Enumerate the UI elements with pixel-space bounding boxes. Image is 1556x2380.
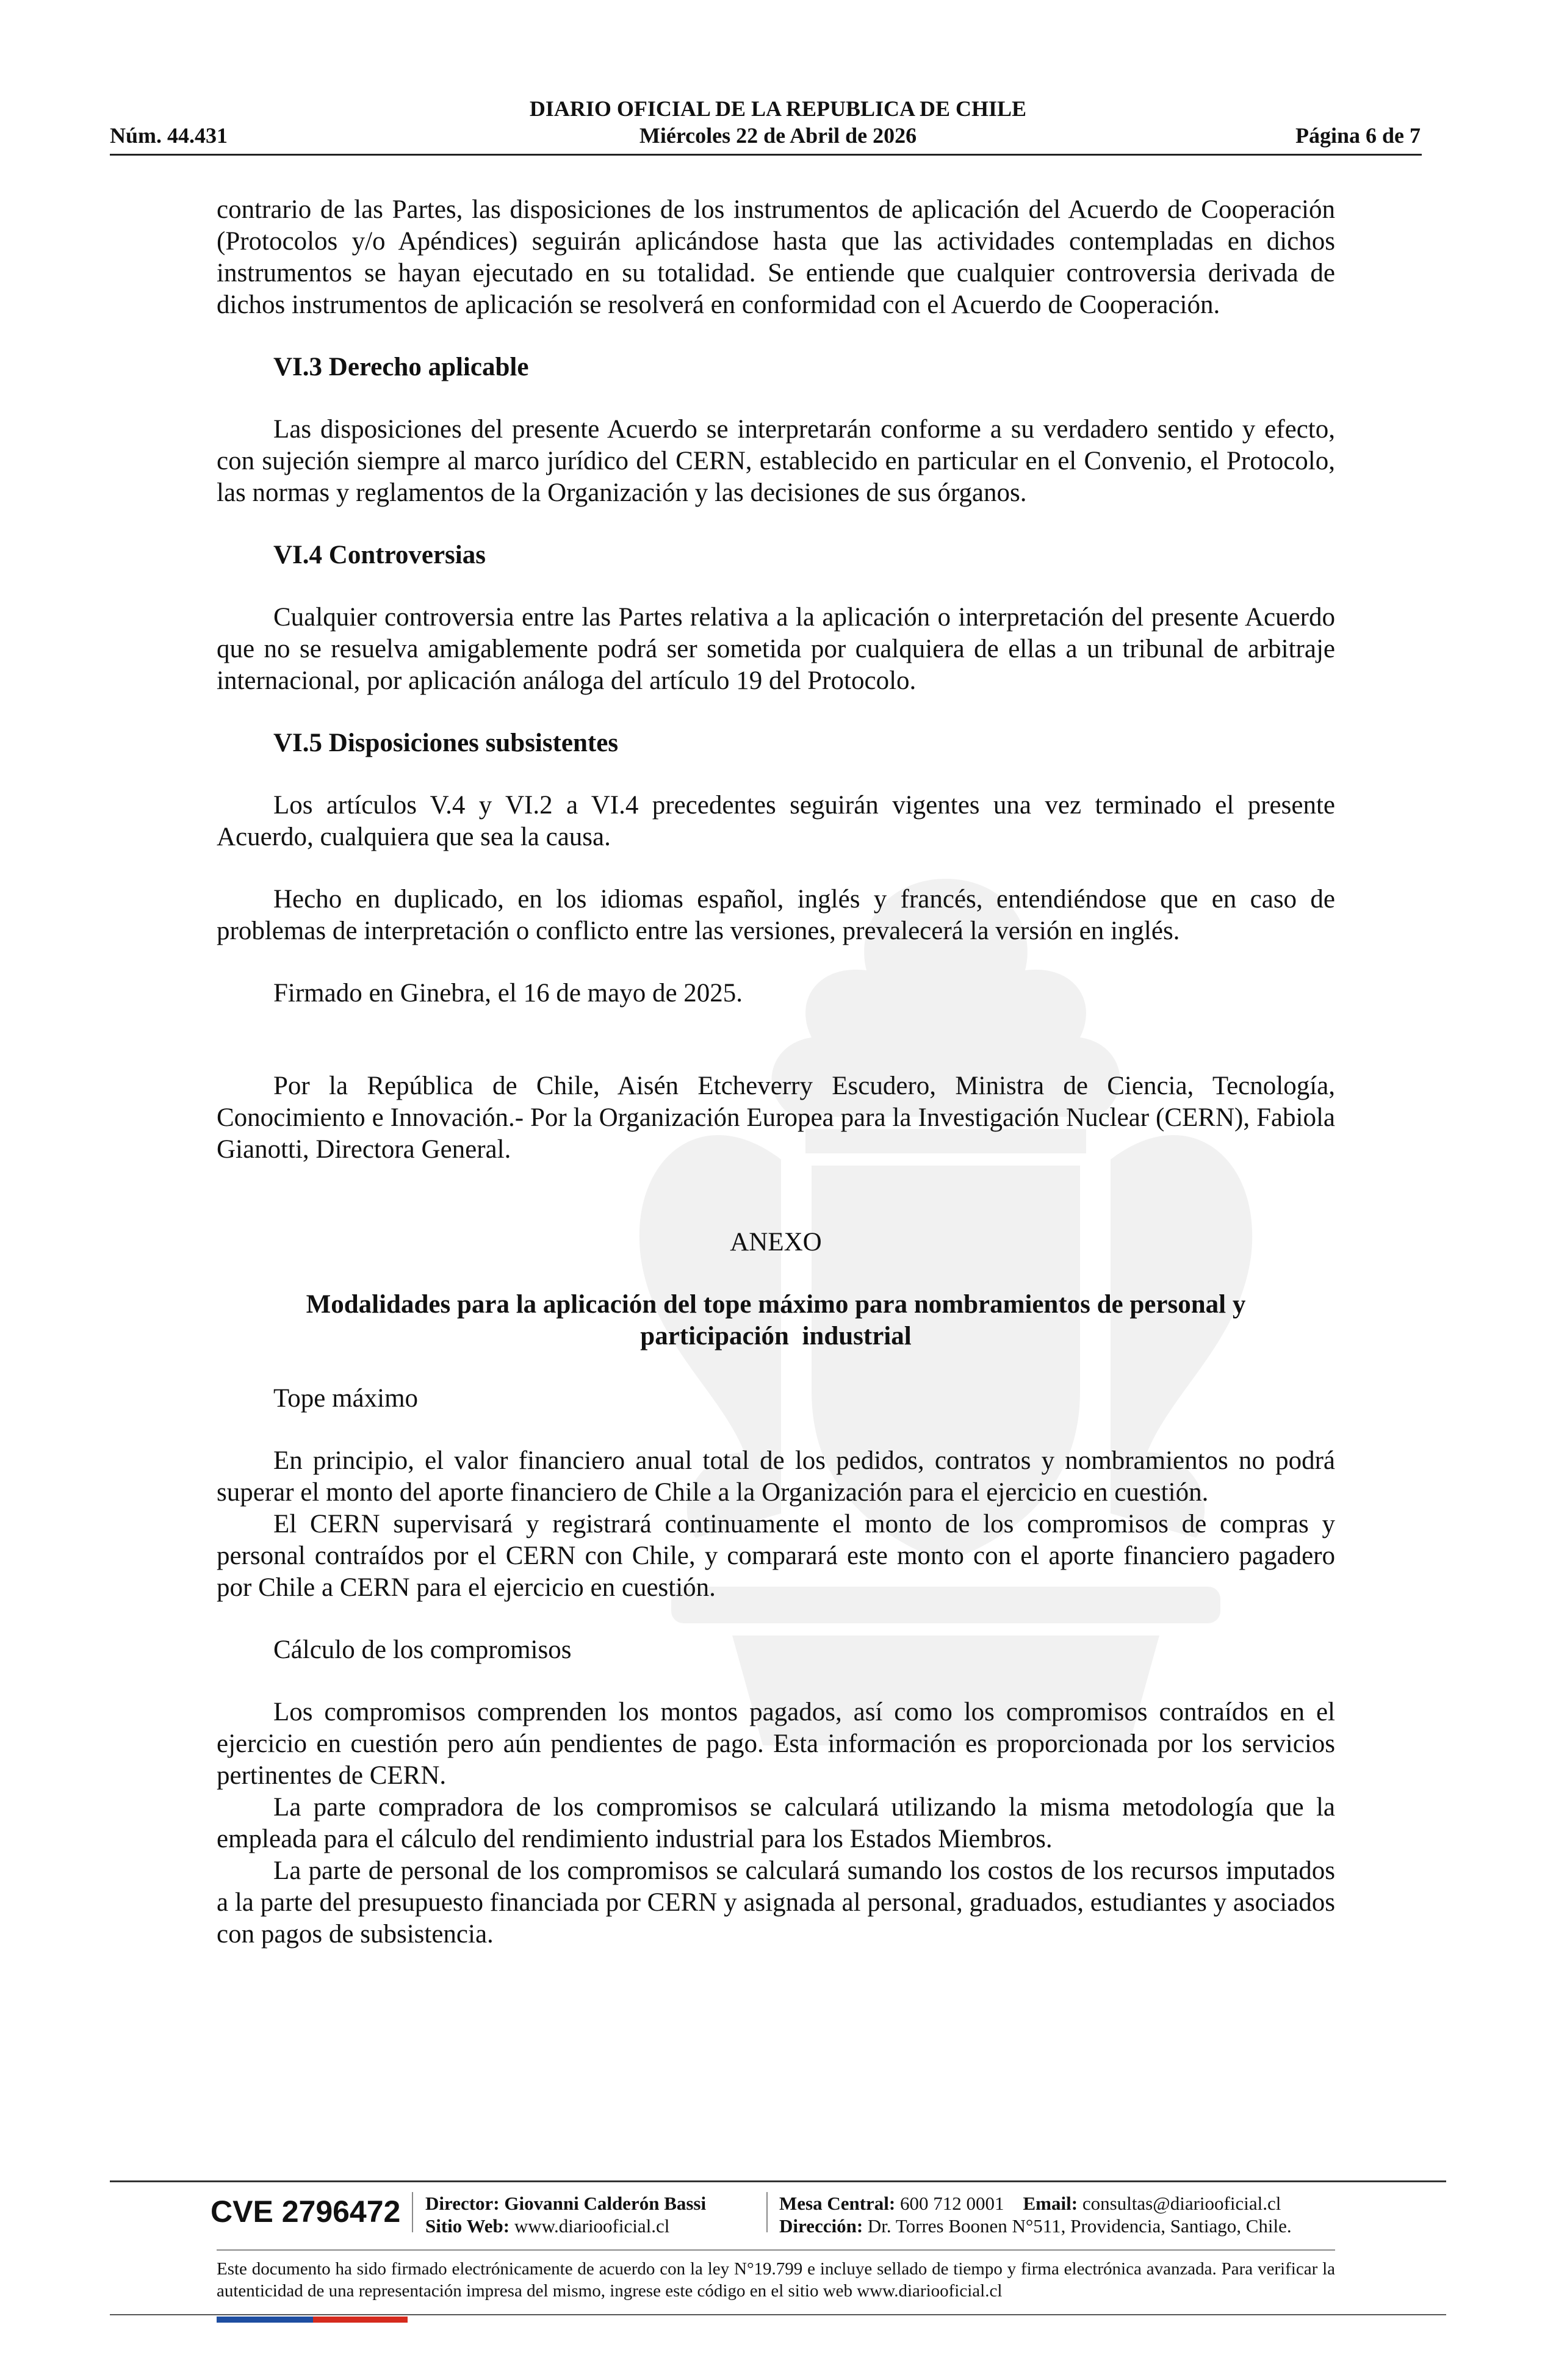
paragraph-tope-2: El CERN supervisará y registrará continuamente el monto de los compromisos de compras y personal contraídos por el CERN con Chile, y comparará este monto con el aporte financiero pagadero por Chile a CERN para el ejercicio en cuestión.	[217, 1510, 1335, 1602]
paragraph-signatories: Por la República de Chile, Aisén Etcheverry Escudero, Ministra de Ciencia, Tecnología, Conocimiento e Innovación.- Por la Organización Europea para la Investigación Nuclear (CERN), Fabiola Gianotti, Directora General.	[217, 1072, 1335, 1164]
section-heading-vi4: VI.4 Controversias	[273, 541, 486, 569]
footer-contact-block	[779, 2192, 1292, 2237]
header-divider	[110, 154, 1422, 156]
flag-stripe-red	[313, 2317, 408, 2323]
paragraph-firmado: Firmado en Ginebra, el 16 de mayo de 2025.	[273, 979, 743, 1008]
issue-date: Miércoles 22 de Abril de 2026	[639, 123, 917, 148]
paragraph-tope-1: En principio, el valor financiero anual total de los pedidos, contratos y nombramientos no podrá superar el monto del aporte financiero de Chile a la Organización para el ejercicio en cuestión.	[217, 1446, 1335, 1507]
section-heading-vi3: VI.3 Derecho aplicable	[273, 353, 529, 381]
director-label: Director:	[425, 2193, 500, 2214]
newspaper-title: DIARIO OFICIAL DE LA REPUBLICA DE CHILE	[529, 96, 1027, 121]
legal-notice: Este documento ha sido firmado electrónicamente de acuerdo con la ley N°19.799 e incluye sellado de tiempo y firma electrónica avanzada. Para verificar la autenticidad de una representación impresa del mismo, ingrese este código en el sitio web www.diariooficial.cl	[217, 2259, 1335, 2301]
annex-title-line-2: participación industrial	[640, 1322, 912, 1350]
page-indicator: Página 6 de 7	[1295, 123, 1421, 148]
mesa-central-label: Mesa Central:	[779, 2193, 896, 2214]
email-link[interactable]: consultas@diariooficial.cl	[1082, 2193, 1281, 2214]
footer-director-block	[425, 2192, 706, 2237]
cve-code: CVE 2796472	[211, 2194, 401, 2229]
email-label: Email:	[1023, 2193, 1078, 2214]
footer-separator-2	[766, 2192, 768, 2232]
paragraph-vi3: Las disposiciones del presente Acuerdo se interpretarán conforme a su verdadero sentido y efecto, con sujeción siempre al marco jurídico del CERN, establecido en particular en el Convenio, el Protocolo, las normas y reglamentos de la Organización y las decisiones de sus órganos.	[217, 415, 1335, 507]
annex-title-line-1: Modalidades para la aplicación del tope máximo para nombramientos de personal y	[306, 1290, 1246, 1319]
paragraph-calculo-3: La parte de personal de los compromisos se calculará sumando los costos de los recursos imputados a la parte del presupuesto financiada por CERN y asignada al personal, graduados, estudiantes y asociados con pagos de subsistencia.	[217, 1856, 1335, 1949]
paragraph-vi5: Los artículos V.4 y VI.2 a VI.4 precedentes seguirán vigentes una vez terminado el presente Acuerdo, cualquiera que sea la causa.	[217, 791, 1335, 851]
director-name: Giovanni Calderón Bassi	[504, 2193, 707, 2214]
paragraph-intro: contrario de las Partes, las disposiciones de los instrumentos de aplicación del Acuerdo de Cooperación (Protocolos y/o Apéndices) seguirán aplicándose hasta que las actividades contempladas en dichos instrumentos se hayan ejecutado en su totalidad. Se entiende que cualquier controversia derivada de dichos instrumentos de aplicación se resolverá en conformidad con el Acuerdo de Cooperación.	[217, 195, 1335, 319]
flag-stripe-blue	[217, 2317, 313, 2323]
mesa-central-value: 600 712 0001	[900, 2193, 1004, 2214]
paragraph-calculo-1: Los compromisos comprenden los montos pagados, así como los compromisos contraídos en el ejercicio en cuestión pero aún pendientes de pago. Esta información es proporcionada por los servicios pertinentes de CERN.	[217, 1698, 1335, 1790]
paragraph-vi4: Cualquier controversia entre las Partes relativa a la aplicación o interpretación del presente Acuerdo que no se resuelva amigablemente podrá ser sometida por cualquiera de ellas a un tribunal de arbitraje internacional, por aplicación análoga del artículo 19 del Protocolo.	[217, 603, 1335, 695]
subheading-calculo: Cálculo de los compromisos	[273, 1635, 572, 1664]
address-label: Dirección:	[779, 2215, 863, 2237]
paragraph-calculo-2: La parte compradora de los compromisos se calculará utilizando la misma metodología que la empleada para el cálculo del rendimiento industrial para los Estados Miembros.	[217, 1793, 1335, 1853]
footer-divider-mid	[217, 2249, 1335, 2251]
address-value: Dr. Torres Boonen N°511, Providencia, Santiago, Chile.	[867, 2215, 1292, 2237]
annex-label: ANEXO	[730, 1228, 822, 1257]
footer-divider-top	[110, 2180, 1446, 2182]
paragraph-hecho: Hecho en duplicado, en los idiomas español, inglés y francés, entendiéndose que en caso de problemas de interpretación o conflicto entre las versiones, prevalecerá la versión en inglés.	[217, 885, 1335, 945]
footer-divider-bottom	[110, 2314, 1446, 2315]
issue-number: Núm. 44.431	[110, 123, 228, 148]
document-body	[217, 194, 1335, 1950]
website-label: Sitio Web:	[425, 2215, 510, 2237]
footer-separator-1	[412, 2192, 413, 2232]
subheading-tope: Tope máximo	[273, 1384, 419, 1413]
section-heading-vi5: VI.5 Disposiciones subsistentes	[273, 729, 619, 757]
website-link[interactable]: www.diariooficial.cl	[514, 2215, 670, 2237]
